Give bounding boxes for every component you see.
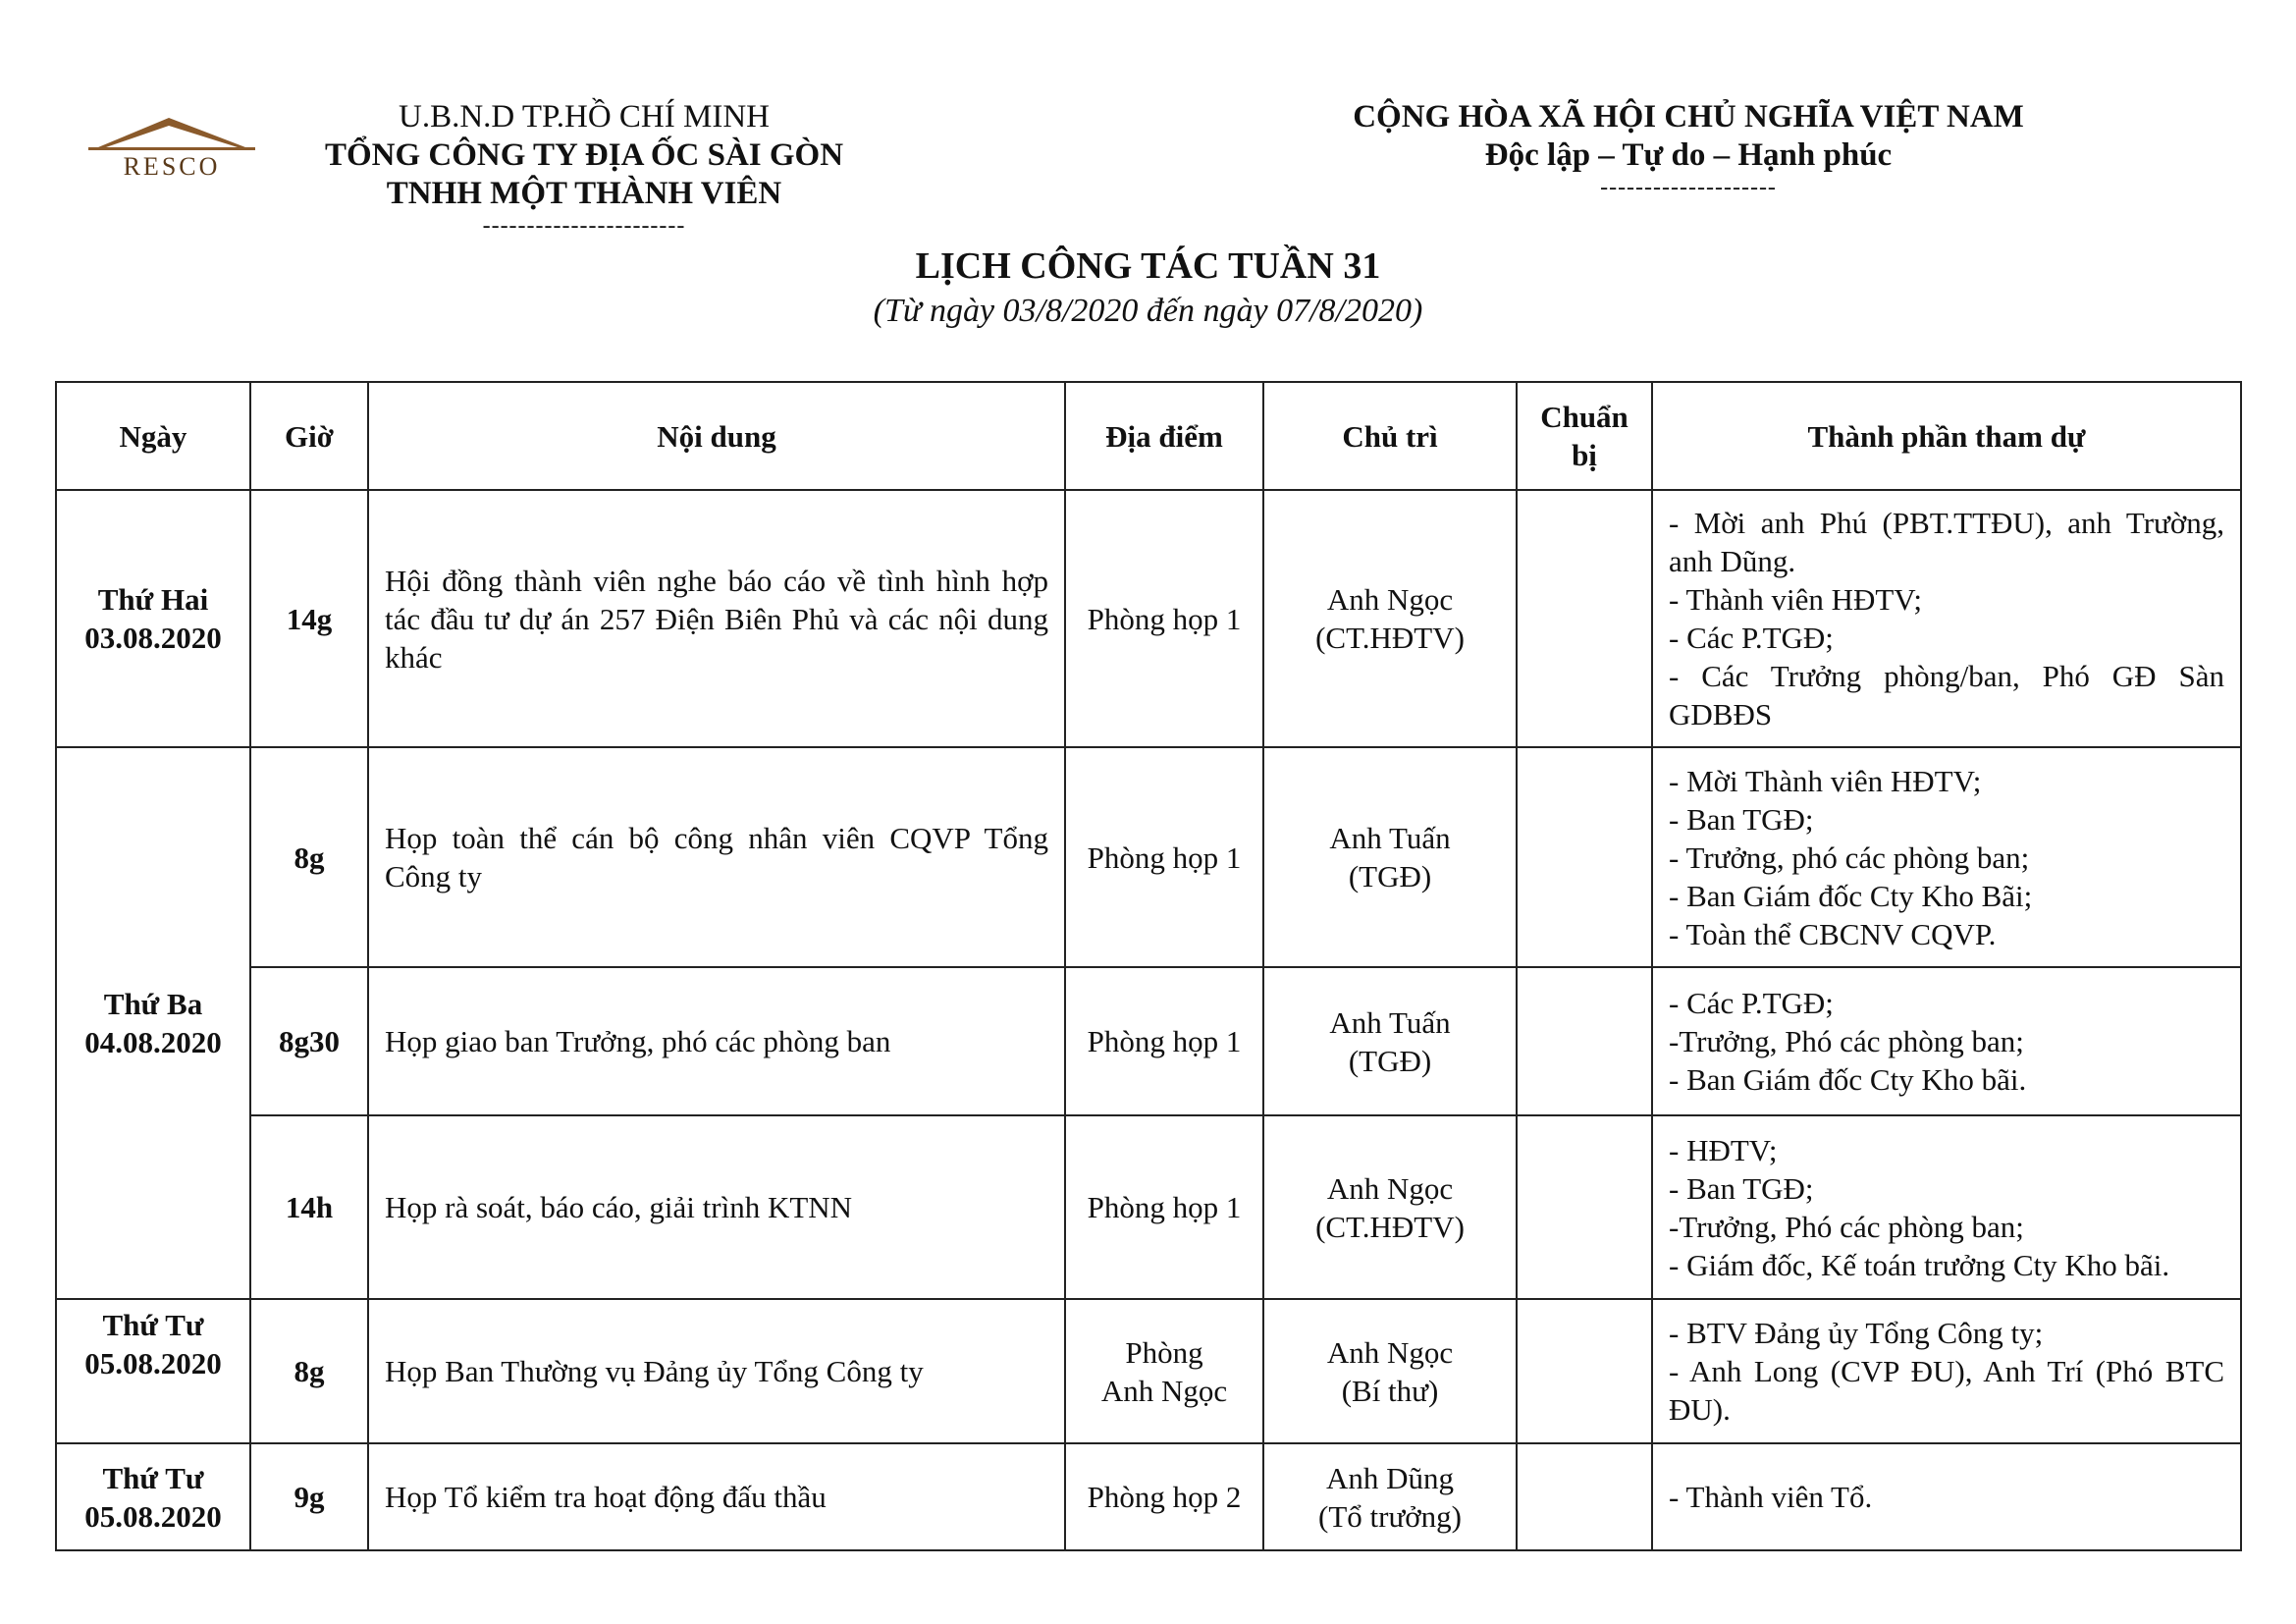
org-parent: U.B.N.D TP.HỒ CHÍ MINH xyxy=(398,99,770,135)
table-header-row xyxy=(56,382,2241,490)
attendees-cell xyxy=(1652,1443,2241,1550)
attendees-cell xyxy=(1652,967,2241,1115)
attendee-line: - Các Trưởng phòng/ban, Phó GĐ Sàn GDBĐS xyxy=(1669,659,2224,731)
attendee-line: - Toàn thể CBCNV CQVP. xyxy=(1669,916,1997,951)
header-prep: Chuẩn bị xyxy=(1517,382,1652,490)
location-cell: Phòng họp 1 xyxy=(1065,490,1263,747)
attendee-line: - Thành viên Tổ. xyxy=(1669,1480,1873,1514)
time-cell: 9g xyxy=(250,1443,368,1550)
host-role: (Bí thư) xyxy=(1341,1373,1439,1408)
host-cell xyxy=(1263,490,1517,747)
host-cell xyxy=(1263,747,1517,967)
attendee-line: - Các P.TGĐ; xyxy=(1669,986,1834,1020)
host-role: (CT.HĐTV) xyxy=(1315,621,1465,655)
prep-cell xyxy=(1517,1299,1652,1443)
header-host: Chủ trì xyxy=(1263,382,1517,490)
attendee-line: - Mời anh Phú (PBT.TTĐU), anh Trường, anh Dũng. xyxy=(1669,506,2224,578)
attendee-line: - BTV Đảng ủy Tổng Công ty; xyxy=(1669,1316,2044,1350)
attendee-line: - Ban TGĐ; xyxy=(1669,1170,1814,1206)
header-time: Giờ xyxy=(250,382,368,490)
document-title: LỊCH CÔNG TÁC TUẦN 31 xyxy=(915,245,1381,287)
time-cell: 8g30 xyxy=(250,967,368,1115)
day-date: 05.08.2020 xyxy=(84,1346,222,1380)
content-cell: Họp toàn thể cán bộ công nhân viên CQVP Tổng Công ty xyxy=(368,747,1065,967)
attendee-line: - Ban Giám đốc Cty Kho Bãi; xyxy=(1669,878,2033,913)
attendee-line: - Anh Long (CVP ĐU), Anh Trí (Phó BTC ĐU). xyxy=(1669,1354,2224,1427)
day-date: 04.08.2020 xyxy=(84,1025,222,1059)
attendee-line: - Các P.TGĐ; xyxy=(1669,621,1834,655)
motto-divider: -------------------- xyxy=(1600,175,1777,200)
org-type: TNHH MỘT THÀNH VIÊN xyxy=(386,176,782,211)
attendees-cell xyxy=(1652,1299,2241,1443)
attendee-line: - Ban Giám đốc Cty Kho bãi. xyxy=(1669,1062,2027,1097)
table-row xyxy=(56,490,2241,747)
table-row xyxy=(56,967,2241,1115)
header-day: Ngày xyxy=(56,382,250,490)
day-name: Thứ Ba xyxy=(103,987,203,1021)
location-cell: Phòng họp 1 xyxy=(1065,967,1263,1115)
header-attendees: Thành phần tham dự xyxy=(1652,382,2241,490)
attendee-line: - Thành viên HĐTV; xyxy=(1669,582,1922,617)
table-row xyxy=(56,1443,2241,1550)
attendee-line: -Trưởng, Phó các phòng ban; xyxy=(1669,1024,2024,1058)
host-role: (TGĐ) xyxy=(1348,1043,1432,1078)
prep-cell xyxy=(1517,967,1652,1115)
host-role: (Tổ trưởng) xyxy=(1318,1498,1462,1534)
host-cell xyxy=(1263,1115,1517,1299)
resco-logo xyxy=(88,112,255,181)
host-name: Anh Tuấn xyxy=(1329,1004,1451,1040)
prep-cell xyxy=(1517,1443,1652,1550)
org-name: TỔNG CÔNG TY ĐỊA ỐC SÀI GÒN xyxy=(324,137,844,173)
document-subtitle: (Từ ngày 03/8/2020 đến ngày 07/8/2020) xyxy=(873,293,1423,329)
location-cell: Phòng họp 1 xyxy=(1065,1115,1263,1299)
host-role: (CT.HĐTV) xyxy=(1315,1209,1465,1244)
table-row xyxy=(56,1299,2241,1443)
host-name: Anh Tuấn xyxy=(1329,821,1451,855)
day-cell xyxy=(56,1299,250,1443)
table-row xyxy=(56,747,2241,967)
prep-cell xyxy=(1517,490,1652,747)
attendee-line: - Trưởng, phó các phòng ban; xyxy=(1669,839,2030,875)
location-cell: Phòng họp 2 xyxy=(1065,1443,1263,1550)
host-name: Anh Dũng xyxy=(1325,1460,1455,1495)
svg-text:RESCO: RESCO xyxy=(123,152,221,181)
content-cell: Họp rà soát, báo cáo, giải trình KTNN xyxy=(368,1115,1065,1299)
attendee-line: - Giám đốc, Kế toán trưởng Cty Kho bãi. xyxy=(1669,1247,2170,1282)
day-name: Thứ Tư xyxy=(102,1308,204,1342)
day-name: Thứ Tư xyxy=(102,1460,204,1495)
attendees-cell xyxy=(1652,1115,2241,1299)
host-cell xyxy=(1263,967,1517,1115)
day-date: 05.08.2020 xyxy=(84,1498,222,1534)
attendees-cell xyxy=(1652,490,2241,747)
content-cell: Họp Ban Thường vụ Đảng ủy Tổng Công ty xyxy=(368,1299,1065,1443)
time-cell: 14h xyxy=(250,1115,368,1299)
location-cell: Phòng họp 1 xyxy=(1065,747,1263,967)
organization-header xyxy=(88,98,844,239)
host-name: Anh Ngọc xyxy=(1326,582,1454,617)
host-cell xyxy=(1263,1443,1517,1550)
prep-cell xyxy=(1517,1115,1652,1299)
day-date: 03.08.2020 xyxy=(84,621,222,655)
day-name: Thứ Hai xyxy=(97,582,209,617)
attendee-line: - HĐTV; xyxy=(1669,1132,1778,1167)
location-line: Anh Ngọc xyxy=(1100,1373,1228,1408)
host-name: Anh Ngọc xyxy=(1326,1170,1454,1206)
table-row xyxy=(56,1115,2241,1299)
host-cell xyxy=(1263,1299,1517,1443)
host-name: Anh Ngọc xyxy=(1326,1334,1454,1370)
day-cell xyxy=(56,490,250,747)
header-content: Nội dung xyxy=(368,382,1065,490)
motto: Độc lập – Tự do – Hạnh phúc xyxy=(1484,137,1893,173)
attendee-line: - Ban TGĐ; xyxy=(1669,801,1814,837)
day-cell xyxy=(56,1443,250,1550)
time-cell: 8g xyxy=(250,1299,368,1443)
time-cell: 14g xyxy=(250,490,368,747)
attendees-cell xyxy=(1652,747,2241,967)
location-line: Phòng xyxy=(1125,1334,1203,1370)
day-cell xyxy=(56,747,250,1299)
time-cell: 8g xyxy=(250,747,368,967)
org-divider: ----------------------- xyxy=(482,213,686,239)
content-cell: Họp giao ban Trưởng, phó các phòng ban xyxy=(368,967,1065,1115)
location-cell xyxy=(1065,1299,1263,1443)
host-role: (TGĐ) xyxy=(1348,859,1432,893)
country-name: CỘNG HÒA XÃ HỘI CHỦ NGHĨA VIỆT NAM xyxy=(1353,99,2024,135)
content-cell: Hội đồng thành viên nghe báo cáo về tình hình hợp tác đầu tư dự án 257 Điện Biên Phủ và các nội dung khác xyxy=(368,490,1065,747)
content-cell: Họp Tổ kiểm tra hoạt động đấu thầu xyxy=(368,1443,1065,1550)
attendee-line: -Trưởng, Phó các phòng ban; xyxy=(1669,1209,2024,1244)
header-location: Địa điểm xyxy=(1065,382,1263,490)
prep-cell xyxy=(1517,747,1652,967)
schedule-table xyxy=(55,381,2242,1551)
national-header xyxy=(1315,98,2061,200)
attendee-line: - Mời Thành viên HĐTV; xyxy=(1669,763,1982,798)
